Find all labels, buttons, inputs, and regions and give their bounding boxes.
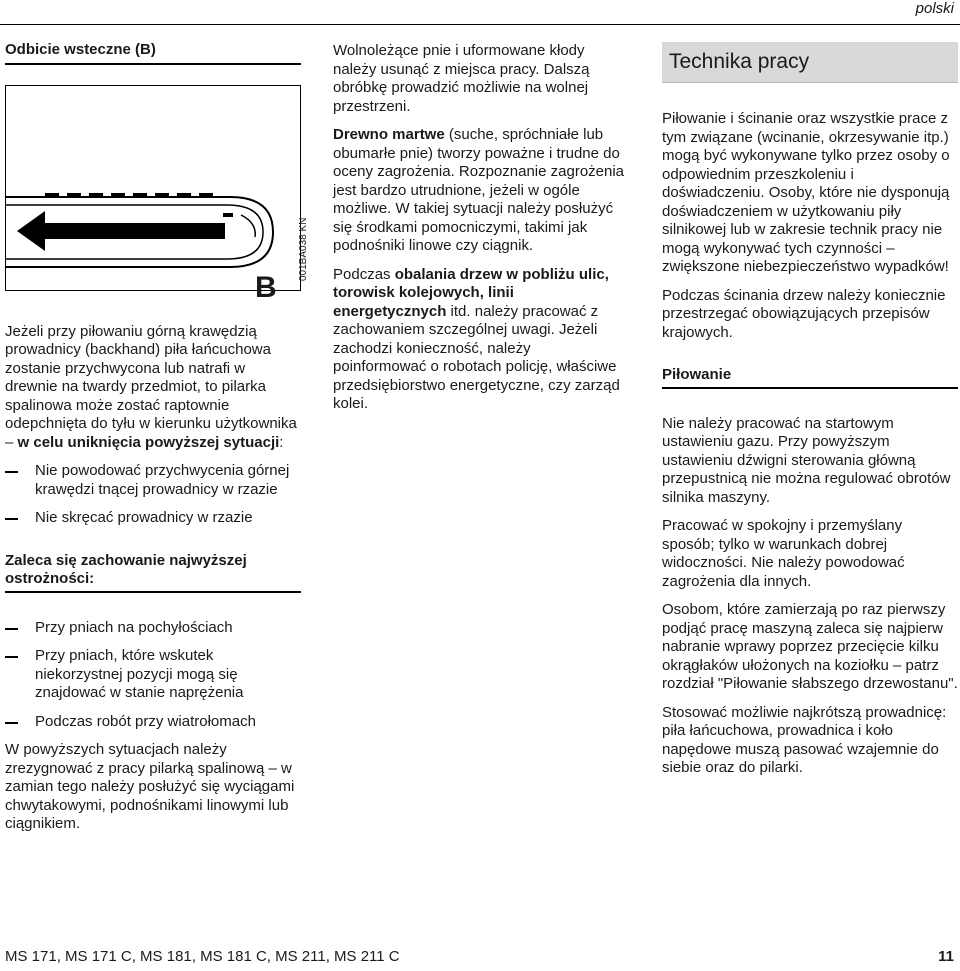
- right-paragraph-5: Osobom, które zamierzają po raz pierwszy podjąć pracę maszyną zaleca się najpierw nabranie wprawy poprzez przecięcie kilku okrągłaków ułożonych na koziołku – patrz rozdział "Piłowanie słabszego drzewostanu".: [662, 601, 958, 692]
- right-paragraph-6: Stosować możliwie najkrótszą prowadnicę: piła łańcuchowa, prowadnica i koło napędowe muszą pasować wzajemnie do siebie oraz do pilarki.: [662, 703, 947, 776]
- caution-item-1: Przy pniach na pochyłościach: [5, 619, 301, 638]
- middle-paragraph-3: Podczas obalania drzew w pobliżu ulic, torowisk kolejowych, linii energetycznych itd. należy pracować z zachowaniem szczególnej uwagi. Jeżeli zachodzi konieczność, należy poinformować o robotach policję, właściwe przedsiębiorstwo energetyczne, czy zarząd kolei.: [333, 265, 620, 412]
- kickback-dash-1: Nie powodować przychwycenia górnej krawędzi tnącej prowadnicy w rzazie: [5, 462, 301, 499]
- middle-paragraph-1: Wolnoleżące pnie i uformowane kłody należy usunąć z miejsca pracy. Dalszą obróbkę prowadzić możliwie na wolnej przestrzeni.: [333, 42, 590, 115]
- header-rule: [0, 24, 960, 25]
- page-number: 11: [938, 948, 954, 965]
- kickback-dash-2: Nie skręcać prowadnicy w rzazie: [5, 509, 301, 528]
- kickback-heading: Odbicie wsteczne (B): [5, 41, 301, 65]
- right-paragraph-1: Piłowanie i ścinanie oraz wszystkie prace z tym związane (wcinanie, okrzesywanie itp.) mogą być wykonywane tylko przez osoby o odpowiednim przeszkoleniu i doświadczeniu. Osoby, które nie dysponują doświadczeniem w użytkowaniu piły silnikowej lub w zakresie technik pracy nie mogą wykonywać tych czynności – zwiększone niebezpieczeństwo wypadków!: [662, 110, 950, 275]
- left-column: [5, 41, 309, 834]
- caution-closing: W powyższych sytuacjach należy zrezygnować z pracy pilarką spalinową – w zamian tego należy posłużyć się wyciągami chwytakowymi, podnośnikami linowymi lub ciągnikiem.: [5, 741, 295, 832]
- caution-heading: Zaleca się zachowanie najwyższej ostrożności:: [5, 552, 301, 593]
- kickback-illustration: [5, 85, 301, 291]
- caution-item-2: Przy pniach, które wskutek niekorzystnej pozycji mogą się znajdować w stanie naprężenia: [5, 647, 301, 703]
- right-paragraph-4: Pracować w spokojny i przemyślany sposób; tylko w warunkach dobrej widoczności. Nie należy powodować zagrożenia dla innych.: [662, 517, 905, 590]
- figure-label: B: [255, 270, 277, 304]
- footer-models: MS 171, MS 171 C, MS 181, MS 181 C, MS 211, MS 211 C: [5, 948, 400, 965]
- right-column: [662, 42, 958, 778]
- page-footer: [5, 948, 954, 965]
- right-paragraph-3: Nie należy pracować na startowym ustawieniu gazu. Przy powyższym ustawieniu dźwigni sterowania główną przepustnicą nie można regulować obrotów silnika maszyny.: [662, 414, 951, 506]
- language-label: polski: [915, 0, 954, 17]
- sawing-subheading: Piłowanie: [662, 366, 958, 389]
- middle-column: [333, 42, 625, 414]
- figure-code: 001BA038 KN: [298, 217, 309, 281]
- middle-paragraph-2: Drewno martwe (suche, spróchniałe lub obumarłe pnie) tworzy poważne i trudne do oceny zagrożenia. Rozpoznanie zagrożenia jest bardzo utrudnione, jeżeli w ogóle możliwe. W takiej sytuacji należy posłużyć się środkami pomocniczymi, takimi jak podnośniki linowe czy ciągnik.: [333, 126, 625, 254]
- kickback-intro: Jeżeli przy piłowaniu górną krawędzią prowadnicy (backhand) piła łańcuchowa zostanie przychwycona lub natrafi w drewnie na twardy przedmiot, to pilarka spalinowa może zostać raptownie odepchnięta do tyłu w kierunku użytkownika – w celu uniknięcia powyższej sytuacji:: [5, 322, 297, 451]
- caution-item-3: Podczas robót przy wiatrołomach: [5, 713, 301, 732]
- kickback-figure: [5, 85, 309, 304]
- section-title: Technika pracy: [662, 42, 958, 83]
- right-paragraph-2: Podczas ścinania drzew należy koniecznie przestrzegać obowiązujących przepisów krajowych.: [662, 286, 946, 341]
